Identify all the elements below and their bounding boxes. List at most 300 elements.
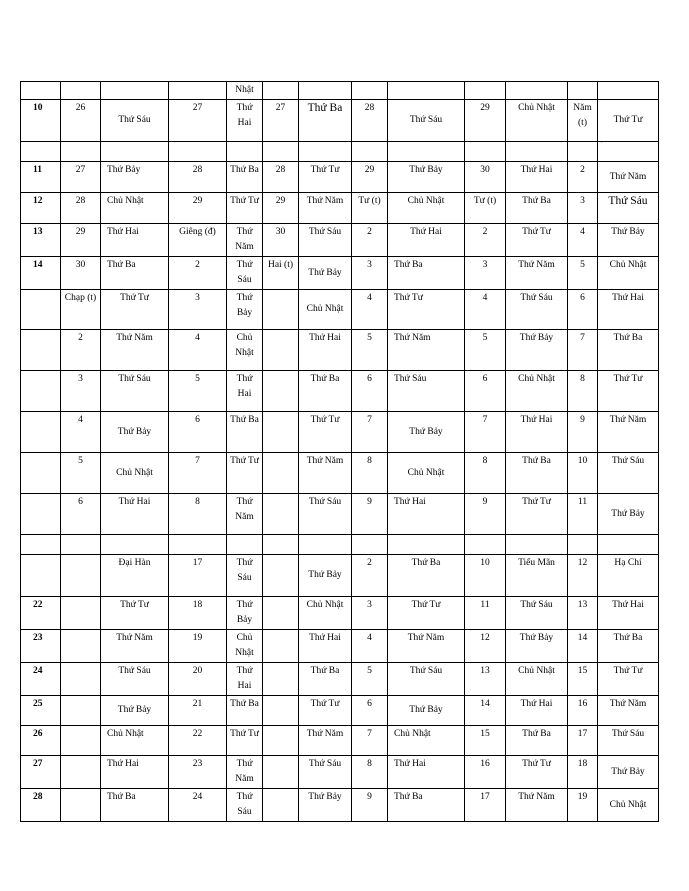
table-cell: 9 [352,789,388,822]
table-cell: 4 [465,290,506,330]
table-cell [21,535,61,555]
table-cell: 2 [568,162,598,193]
table-cell: Thứ Bảy [101,412,169,453]
table-cell: Thứ Ba [227,696,263,726]
table-row [21,290,659,330]
table-cell: Giêng (đ) [169,224,227,257]
table-cell: Thứ Sáu [101,663,169,696]
table-cell [61,535,101,555]
table-cell: Thứ Ba [506,726,568,756]
table-cell [506,142,568,162]
table-cell: 2 [61,330,101,371]
table-cell: 6 [169,412,227,453]
table-cell: Thứ Bảy [101,696,169,726]
table-cell: 3 [568,193,598,224]
table-cell [21,290,61,330]
table-cell [21,330,61,371]
table-cell: 8 [352,756,388,789]
table-cell: Thứ Bảy [299,789,352,822]
table-cell: Thứ Ba [299,371,352,412]
table-cell: Chủ Nhật [227,330,263,371]
stray-mark: ` [600,140,603,149]
table-cell: Thứ Hai [299,630,352,663]
table-cell: Thứ Bảy [227,290,263,330]
table-cell: Thứ Năm [388,630,465,663]
table-cell [101,142,169,162]
table-cell [263,696,299,726]
table-cell: Thứ Tư [101,290,169,330]
table-cell: 3 [61,371,101,412]
table-cell: Thứ Sáu [598,453,659,494]
table-cell [21,142,61,162]
table-cell [263,142,299,162]
table-cell: Chủ Nhật [101,453,169,494]
table-cell: 9 [568,412,598,453]
table-row [21,100,659,142]
table-cell: 22 [169,726,227,756]
table-cell: 4 [169,330,227,371]
table-cell [227,535,263,555]
table-cell: Chủ Nhật [598,789,659,822]
table-cell: 12 [465,630,506,663]
table-cell [568,82,598,100]
table-cell: Chạp (t) [61,290,101,330]
table-cell: Thứ Tư [598,371,659,412]
table-cell [352,142,388,162]
table-cell [21,453,61,494]
table-cell [299,142,352,162]
table-cell: 13 [568,597,598,630]
table-cell [568,535,598,555]
table-cell [299,535,352,555]
table-cell: Thứ Tư [388,597,465,630]
table-cell [352,82,388,100]
table-cell: 8 [568,371,598,412]
table-cell: 28 [21,789,61,822]
table-cell [388,82,465,100]
table-cell: 28 [263,162,299,193]
table-cell: 15 [568,663,598,696]
table-cell: 7 [465,412,506,453]
table-cell [568,142,598,162]
table-row [21,193,659,224]
table-cell: Chủ Nhật [101,726,169,756]
table-cell: 26 [21,726,61,756]
table-cell: Thứ Bảy [101,162,169,193]
table-cell: Thứ Ba [101,789,169,822]
table-cell: Thứ Sáu [227,789,263,822]
table-cell: 27 [21,756,61,789]
table-cell [263,555,299,597]
table-cell: Thứ Sáu [598,726,659,756]
table-cell: 14 [568,630,598,663]
table-cell: Thứ Sáu [388,371,465,412]
table-cell: 8 [465,453,506,494]
table-cell [169,535,227,555]
table-cell: 4 [568,224,598,257]
table-cell: Thứ Hai [598,290,659,330]
table-cell [506,82,568,100]
table-cell: 5 [568,257,598,290]
table-cell: 8 [169,494,227,535]
table-cell [61,142,101,162]
table-cell: Thứ Hai [506,696,568,726]
table-cell [169,82,227,100]
table-cell [465,142,506,162]
table-cell: 7 [169,453,227,494]
table-row [21,494,659,535]
table-cell: Thứ Ba [506,453,568,494]
table-cell: Thứ Sáu [101,371,169,412]
table-cell: Thứ Tư [506,756,568,789]
table-cell [61,82,101,100]
table-cell: Thứ Năm [299,193,352,224]
table-cell [263,412,299,453]
table-cell: Thứ Hai [388,756,465,789]
table-cell: Thứ Năm [101,330,169,371]
table-cell: 5 [465,330,506,371]
table-cell: 4 [352,630,388,663]
table-cell: 29 [169,193,227,224]
table-cell: Thứ Bảy [598,224,659,257]
table-cell: 27 [61,162,101,193]
table-cell: 4 [352,290,388,330]
table-cell: Thứ Hai [388,494,465,535]
table-cell [465,82,506,100]
table-cell [598,82,659,100]
table-cell: Thứ Tư [598,100,659,142]
table-row [21,257,659,290]
table-cell: Thứ Tư [598,663,659,696]
table-cell [61,756,101,789]
table-cell: 27 [263,100,299,142]
table-cell: 29 [61,224,101,257]
table-cell: Thứ Bảy [506,630,568,663]
table-cell: Thứ Ba [598,630,659,663]
table-cell: Chủ Nhật [299,290,352,330]
table-cell: Thứ Hai [388,224,465,257]
table-cell: 3 [352,257,388,290]
table-cell: 13 [465,663,506,696]
table-cell: 4 [61,412,101,453]
table-row [21,663,659,696]
table-cell: 20 [169,663,227,696]
table-cell: 16 [465,756,506,789]
table-cell: 2 [465,224,506,257]
table-cell [388,142,465,162]
table-cell [61,597,101,630]
table-cell [263,453,299,494]
table-cell: Thứ Ba [388,789,465,822]
table-cell: 5 [352,663,388,696]
table-cell: 11 [568,494,598,535]
table-cell: Chủ Nhật [388,453,465,494]
table-cell: 2 [169,257,227,290]
table-row [21,597,659,630]
table-cell [263,290,299,330]
table-cell: Thứ Sáu [299,224,352,257]
table-cell: Thứ Hai [227,100,263,142]
table-cell: 9 [352,494,388,535]
table-cell: Thứ Tư [299,696,352,726]
table-cell [263,630,299,663]
table-cell: 29 [352,162,388,193]
table-cell: Thứ Hai [101,494,169,535]
table-cell: Thứ Bảy [506,330,568,371]
table-cell: Thứ Sáu [299,494,352,535]
table-cell: 17 [568,726,598,756]
table-cell: 15 [465,726,506,756]
table-cell: Chủ Nhật [506,371,568,412]
table-cell: 23 [21,630,61,663]
table-cell: Thứ Sáu [388,100,465,142]
table-row [21,726,659,756]
table-cell: Thứ Năm [506,257,568,290]
table-cell [506,535,568,555]
table-cell: Thứ Bảy [388,696,465,726]
table-cell: 2 [352,224,388,257]
table-row [21,224,659,257]
table-cell [263,663,299,696]
table-cell: Thứ Năm [227,494,263,535]
table-cell: 14 [21,257,61,290]
table-cell [299,82,352,100]
table-cell [61,726,101,756]
table-cell [101,82,169,100]
table-cell: Tư (t) [352,193,388,224]
table-cell [169,142,227,162]
table-cell [352,535,388,555]
table-cell [388,535,465,555]
table-cell: 10 [568,453,598,494]
table-cell: 27 [169,100,227,142]
table-cell: Chủ Nhật [101,193,169,224]
table-cell: Thứ Bảy [388,162,465,193]
table-cell [227,142,263,162]
table-row [21,453,659,494]
lunar-calendar-table [20,81,659,822]
table-cell: 21 [169,696,227,726]
table-cell [61,789,101,822]
table-cell: Thứ Bảy [299,257,352,290]
table-cell: 24 [21,663,61,696]
table-cell: 5 [169,371,227,412]
table-row [21,142,659,162]
table-row [21,82,659,100]
table-cell: Thứ Ba [299,100,352,142]
table-cell: Thứ Ba [506,193,568,224]
table-cell [61,630,101,663]
table-cell: Thứ Tư [227,726,263,756]
table-cell: Thứ Bảy [299,555,352,597]
table-cell: Thứ Sáu [227,257,263,290]
table-cell [263,726,299,756]
table-cell: Thứ Hai [101,224,169,257]
table-row [21,412,659,453]
table-cell: Thứ Năm [227,224,263,257]
table-cell [263,597,299,630]
table-row [21,696,659,726]
table-cell: Thứ Năm [227,756,263,789]
table-cell: 11 [465,597,506,630]
table-cell [263,82,299,100]
table-cell: Chủ Nhật [506,100,568,142]
table-cell: 30 [465,162,506,193]
table-cell [21,494,61,535]
table-cell: 7 [352,412,388,453]
table-cell [263,371,299,412]
table-cell: 13 [21,224,61,257]
table-cell: 26 [61,100,101,142]
table-cell: 16 [568,696,598,726]
table-cell: 3 [352,597,388,630]
table-cell: 24 [169,789,227,822]
table-cell: Thứ Năm [299,453,352,494]
table-cell: Thứ Tư [101,597,169,630]
table-cell [21,412,61,453]
table-cell: Thứ Sáu [227,555,263,597]
table-cell: Nhật [227,82,263,100]
table-cell: 6 [465,371,506,412]
table-cell: Hạ Chí [598,555,659,597]
table-cell: Thứ Hai [598,597,659,630]
table-cell [21,555,61,597]
table-cell: Thứ Tư [299,412,352,453]
table-cell: Thứ Tư [227,453,263,494]
table-cell: 18 [568,756,598,789]
table-row [21,162,659,193]
table-row [21,756,659,789]
table-cell: Thứ Sáu [388,663,465,696]
table-cell: 8 [352,453,388,494]
table-cell: Năm (t) [568,100,598,142]
table-cell: 29 [263,193,299,224]
table-cell: Thứ Bảy [598,756,659,789]
table-cell [263,789,299,822]
table-cell: 10 [465,555,506,597]
table-cell: Thứ Hai [506,412,568,453]
table-cell [598,535,659,555]
table-row [21,555,659,597]
table-cell: 6 [352,371,388,412]
table-cell: Thứ Sáu [506,597,568,630]
table-cell: Thứ Năm [598,696,659,726]
table-cell: 7 [352,726,388,756]
table-cell: Thứ Hai [227,371,263,412]
table-cell: Thứ Ba [227,162,263,193]
table-cell: 25 [21,696,61,726]
table-cell: Thứ Ba [227,412,263,453]
table-cell: 28 [352,100,388,142]
table-cell: 9 [465,494,506,535]
table-cell [263,756,299,789]
table-cell: Thứ Ba [299,663,352,696]
table-cell: Thứ Năm [101,630,169,663]
table-cell: Thứ Năm [299,726,352,756]
table-cell: 6 [61,494,101,535]
table-cell: 17 [465,789,506,822]
table-cell: Thứ Ba [388,555,465,597]
table-cell [61,696,101,726]
table-cell: 18 [169,597,227,630]
table-cell: 5 [352,330,388,371]
table-cell: Chủ Nhật [506,663,568,696]
table-cell: Thứ Năm [598,412,659,453]
table-cell: 2 [352,555,388,597]
table-cell: Thứ Năm [598,162,659,193]
table-cell [21,371,61,412]
table-cell: 6 [352,696,388,726]
table-cell: Thứ Sáu [299,756,352,789]
table-cell [61,555,101,597]
table-cell: 12 [568,555,598,597]
table-cell: 30 [263,224,299,257]
table-cell: 14 [465,696,506,726]
table-row [21,330,659,371]
table-cell: Thứ Tư [388,290,465,330]
table-cell: 11 [21,162,61,193]
table-cell: 30 [61,257,101,290]
table-cell: 7 [568,330,598,371]
table-cell: Thứ Ba [101,257,169,290]
table-cell: Đại Hàn [101,555,169,597]
table-cell: 17 [169,555,227,597]
table-cell: 5 [61,453,101,494]
table-cell: Chủ Nhật [388,193,465,224]
table-cell: 12 [21,193,61,224]
table-cell: Chủ Nhật [227,630,263,663]
table-cell: Thứ Hai [101,756,169,789]
table-cell: Thứ Hai [227,663,263,696]
table-cell: Thứ Ba [598,330,659,371]
table-cell: Thứ Bảy [227,597,263,630]
table-row [21,371,659,412]
table-cell: Thứ Tư [227,193,263,224]
table-cell [263,330,299,371]
table-cell [61,663,101,696]
table-cell: 19 [169,630,227,663]
table-cell: Thứ Bảy [598,494,659,535]
table-cell: Tư (t) [465,193,506,224]
table-cell: Thứ Hai [506,162,568,193]
table-cell: Chủ Nhật [598,257,659,290]
table-cell: Thứ Sáu [506,290,568,330]
table-cell: Thứ Tư [506,224,568,257]
table-cell [598,142,659,162]
table-cell: 28 [61,193,101,224]
table-cell: 29 [465,100,506,142]
table-cell [101,535,169,555]
table-cell [21,82,61,100]
table-row [21,630,659,663]
table-cell: Thứ Bảy [388,412,465,453]
table-cell: 19 [568,789,598,822]
table-cell: 22 [21,597,61,630]
table-cell [263,535,299,555]
table-cell: Thứ Sáu [101,100,169,142]
table-cell: Thứ Tư [299,162,352,193]
table-cell: Chủ Nhật [299,597,352,630]
table-row [21,789,659,822]
table-cell: 3 [465,257,506,290]
table-cell: 28 [169,162,227,193]
table-cell [465,535,506,555]
table-cell: Thứ Năm [506,789,568,822]
table-cell: 3 [169,290,227,330]
table-cell [263,494,299,535]
table-cell: Thứ Ba [388,257,465,290]
table-cell: 23 [169,756,227,789]
